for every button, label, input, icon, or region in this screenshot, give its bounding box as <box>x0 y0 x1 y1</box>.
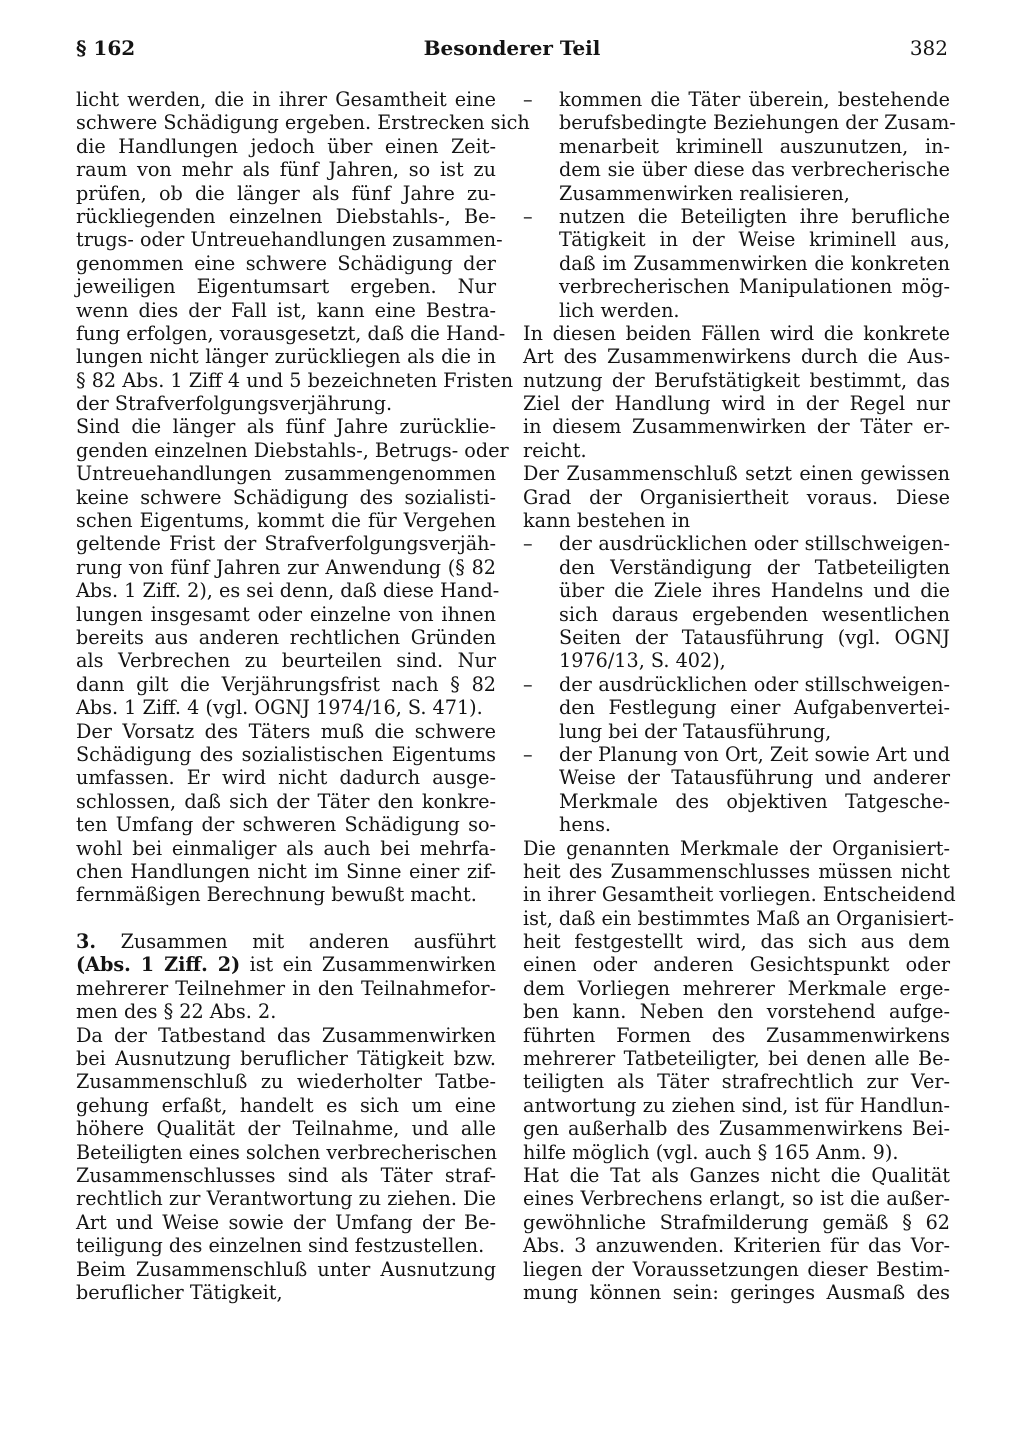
line-text: heit festgestellt wird, das sich aus dem <box>523 930 950 954</box>
line-text: liegen der Voraussetzungen dieser Bestim- <box>523 1257 950 1281</box>
text-line <box>76 345 496 368</box>
text-line <box>76 1258 496 1281</box>
list-dash: – <box>523 204 533 228</box>
line-text: Schädigung des sozialistischen Eigentums <box>76 742 496 766</box>
line-text: führten Formen des Zusammenwirkens <box>523 1023 950 1047</box>
text-line <box>76 930 496 953</box>
line-text: genden einzelnen Diebstahls-, Betrugs- oder <box>76 438 509 462</box>
text-line <box>76 1234 496 1257</box>
line-text: den Festlegung einer Aufgabenvertei- <box>559 696 950 720</box>
section-number: § 162 <box>76 36 136 60</box>
text-line <box>523 790 950 813</box>
text-line <box>76 1164 496 1187</box>
line-text: reicht. <box>523 438 587 462</box>
text-line <box>76 415 496 438</box>
line-text: ten Umfang der schweren Schädigung so- <box>76 813 496 837</box>
text-line <box>76 1024 496 1047</box>
line-text: Abs. 1 Ziff. 4 (vgl. OGNJ 1974/16, S. 471). <box>76 696 483 720</box>
line-text: Ziel der Handlung wird in der Regel nur <box>523 392 950 416</box>
line-text: § 82 Abs. 1 Ziff 4 und 5 bezeichneten Fristen <box>76 368 514 392</box>
text-line <box>76 182 496 205</box>
line-text: wohl bei einmaliger als auch bei mehrfa- <box>76 836 496 860</box>
line-text: Der Zusammenschluß setzt einen gewissen <box>523 462 950 486</box>
line-text: Abs. 1 Ziff. 2), es sei denn, daß diese Hand- <box>76 579 500 603</box>
text-line <box>76 1211 496 1234</box>
line-text: kann bestehen in <box>523 509 691 533</box>
text-line <box>76 790 496 813</box>
line-text: kommen die Täter überein, bestehende <box>559 88 950 111</box>
text-line <box>76 673 496 696</box>
line-text: nutzen die Beteiligten ihre berufliche <box>559 204 950 228</box>
text-line <box>523 1164 950 1187</box>
text-line <box>76 275 496 298</box>
text-line <box>76 603 496 626</box>
text-line <box>76 720 496 743</box>
text-line <box>76 462 496 485</box>
line-text: fernmäßigen Berechnung bewußt macht. <box>76 883 477 907</box>
text-line <box>523 813 950 836</box>
list-dash: – <box>523 742 533 766</box>
text-line <box>76 486 496 509</box>
text-line <box>523 462 950 485</box>
line-text: 1976/13, S. 402), <box>559 649 726 673</box>
text-line <box>523 860 950 883</box>
text-line <box>523 439 950 462</box>
line-text: teiligten als Täter strafrechtlich zur Ver- <box>523 1070 950 1094</box>
text-line <box>523 182 950 205</box>
text-line <box>523 369 950 392</box>
left-text-column <box>76 88 530 1304</box>
text-line <box>523 883 956 907</box>
text-line <box>523 205 950 228</box>
list-dash: – <box>523 532 533 556</box>
line-text: lungen insgesamt oder einzelne von ihnen <box>76 602 496 626</box>
line-text: einen oder anderen Gesichtspunkt oder <box>523 953 950 977</box>
line-text: chen Handlungen nicht im Sinne einer zif- <box>76 859 496 883</box>
line-text: bereits aus anderen rechtlichen Gründen <box>76 625 496 649</box>
text-line <box>76 743 496 766</box>
line-text: schlossen, daß sich der Täter den konkre- <box>76 789 496 813</box>
line-text: gen außerhalb des Zusammenwirkens Bei- <box>523 1117 950 1141</box>
line-text: eines Verbrechens erlangt, so ist die außer- <box>523 1187 950 1211</box>
text-line <box>523 532 950 555</box>
text-line <box>76 135 496 158</box>
text-line <box>523 1024 950 1047</box>
text-line <box>76 1000 496 1023</box>
text-line <box>76 368 514 392</box>
text-line <box>523 977 950 1000</box>
line-text: rechtlich zur Verantwortung zu ziehen. Die <box>76 1187 496 1211</box>
text-line <box>76 766 496 789</box>
line-text: der ausdrücklichen oder stillschweigen- <box>559 672 950 696</box>
line-text: heit des Zusammenschlusses müssen nicht <box>523 859 950 883</box>
text-line <box>523 228 950 251</box>
text-line <box>76 579 500 603</box>
text-line <box>523 720 950 743</box>
text-line <box>76 883 496 906</box>
line-text: licht werden, die in ihrer Gesamtheit eine <box>76 88 496 111</box>
line-text: lungen nicht länger zurückliegen als die in <box>76 345 496 369</box>
text-line <box>523 1281 950 1304</box>
line-text: berufsbedingte Beziehungen der Zusam- <box>559 111 956 135</box>
page-number: 382 <box>909 36 948 60</box>
text-line <box>76 813 496 836</box>
text-line <box>76 1094 496 1117</box>
line-text: der ausdrücklichen oder stillschweigen- <box>559 532 950 556</box>
line-text: in ihrer Gesamtheit vorliegen. Entscheidend <box>523 883 956 907</box>
text-line <box>523 696 950 719</box>
text-line <box>523 1070 950 1093</box>
line-text: bei Ausnutzung beruflicher Tätigkeit bzw. <box>76 1047 496 1071</box>
line-text: geltende Frist der Strafverfolgungsverjäh- <box>76 532 496 556</box>
line-text: ben kann. Neben den vorstehend aufge- <box>523 1000 950 1024</box>
line-text: Zusammenschlusses sind als Täter straf- <box>76 1163 496 1187</box>
line-text: men des § 22 Abs. 2. <box>76 1000 277 1024</box>
text-line <box>76 111 530 135</box>
line-text: Art und Weise sowie der Umfang der Be- <box>76 1210 496 1234</box>
line-text: Beim Zusammenschluß unter Ausnutzung <box>76 1257 496 1281</box>
text-line <box>76 1141 496 1164</box>
line-text: verbrecherischen Manipulationen mög- <box>559 275 950 299</box>
text-line <box>76 1281 496 1304</box>
line-text: rung von fünf Jahren zur Anwendung (§ 82 <box>76 555 496 579</box>
text-line <box>76 532 496 555</box>
text-line <box>523 392 950 415</box>
text-line <box>523 275 950 298</box>
text-line <box>523 299 950 322</box>
paragraph-gap <box>76 907 496 930</box>
line-text: In diesen beiden Fällen wird die konkrete <box>523 321 950 345</box>
text-line <box>523 1094 950 1117</box>
line-text: lich werden. <box>559 298 680 322</box>
text-line <box>76 1070 496 1093</box>
line-text: ist, daß ein bestimmtes Maß an Organisiert- <box>523 906 954 930</box>
text-line <box>76 1187 496 1210</box>
line-text: keine schwere Schädigung des sozialisti- <box>76 485 496 509</box>
line-text: Tätigkeit in der Weise kriminell aus, <box>559 228 950 252</box>
line-text: Seiten der Tatausführung (vgl. OGNJ <box>559 625 950 649</box>
line-text: Der Vorsatz des Täters muß die schwere <box>76 719 496 743</box>
text-line <box>523 603 950 626</box>
line-text: schen Eigentums, kommt die für Vergehen <box>76 509 496 533</box>
text-line <box>523 1141 950 1164</box>
line-text: Zusammenschluß zu wiederholter Tatbe- <box>76 1070 496 1094</box>
line-text: fung erfolgen, vorausgesetzt, daß die Hand- <box>76 321 506 345</box>
line-text: wenn dies der Fall ist, kann eine Bestra- <box>76 298 496 322</box>
text-line <box>523 415 950 438</box>
text-line <box>523 1117 950 1140</box>
text-line <box>76 626 496 649</box>
text-line <box>523 556 950 579</box>
text-line <box>523 953 950 976</box>
text-line <box>76 321 506 345</box>
line-text: beruflicher Tätigkeit, <box>76 1280 283 1304</box>
text-line <box>76 205 496 228</box>
text-line <box>523 158 950 181</box>
line-text: menarbeit kriminell auszunutzen, in- <box>559 134 950 158</box>
text-line <box>523 322 950 345</box>
list-dash: – <box>523 88 533 111</box>
text-line <box>523 486 950 509</box>
text-line <box>523 345 950 368</box>
line-text: (Abs. 1 Ziff. 2) ist ein Zusammenwirken <box>76 953 496 977</box>
text-line <box>523 509 950 532</box>
line-text: Da der Tatbestand das Zusammenwirken <box>76 1023 496 1047</box>
part-title: Besonderer Teil <box>423 36 601 60</box>
text-line <box>523 1187 950 1210</box>
text-line <box>76 696 496 719</box>
line-text: nutzung der Berufstätigkeit bestimmt, das <box>523 368 950 392</box>
text-line <box>76 556 496 579</box>
line-text: der Strafverfolgungsverjährung. <box>76 392 393 416</box>
text-line <box>523 135 950 158</box>
text-line <box>523 1000 950 1023</box>
line-text: Die genannten Merkmale der Organisiert- <box>523 836 950 860</box>
line-text: raum von mehr als fünf Jahren, so ist zu <box>76 158 496 182</box>
line-text: teiligung des einzelnen sind festzustellen. <box>76 1234 485 1258</box>
text-line <box>76 438 509 462</box>
text-line <box>523 1234 950 1257</box>
line-text: den Verständigung der Tatbeteiligten <box>559 555 950 579</box>
line-text: mehrerer Tatbeteiligter, bei denen alle Be- <box>523 1047 950 1071</box>
line-text: hens. <box>559 813 612 837</box>
text-line <box>76 837 496 860</box>
line-text: Grad der Organisiertheit voraus. Diese <box>523 485 950 509</box>
text-line <box>523 649 950 672</box>
text-line <box>523 673 950 696</box>
line-text: die Handlungen jedoch über einen Zeit- <box>76 134 496 158</box>
text-line <box>76 299 496 322</box>
line-text: jeweiligen Eigentumsart ergeben. Nur <box>76 275 496 299</box>
text-line <box>523 1258 950 1281</box>
text-line <box>523 1047 950 1070</box>
line-text: dann gilt die Verjährungsfrist nach § 82 <box>76 672 496 696</box>
line-text: Sind die länger als fünf Jahre zurücklie- <box>76 415 496 439</box>
text-line <box>76 1047 496 1070</box>
text-line <box>523 743 950 766</box>
text-line <box>523 906 954 930</box>
line-text: 3. Zusammen mit anderen ausführt <box>76 930 496 954</box>
text-line <box>523 252 950 275</box>
line-text: über die Ziele ihres Handelns und die <box>559 579 950 603</box>
line-text: lung bei der Tatausführung, <box>559 719 832 743</box>
line-text: mung können sein: geringes Ausmaß des <box>523 1280 950 1304</box>
line-text: daß im Zusammenwirken die konkreten <box>559 251 950 275</box>
line-text: dem sie über diese das verbrecherische <box>559 158 950 182</box>
text-line <box>76 252 496 275</box>
line-text: Zusammenwirken realisieren, <box>559 181 850 205</box>
line-text: als Verbrechen zu beurteilen sind. Nur <box>76 649 496 673</box>
text-line <box>76 158 496 181</box>
line-text: antwortung zu ziehen sind, ist für Handlun- <box>523 1093 950 1117</box>
right-text-column <box>523 88 956 1304</box>
text-line <box>523 88 950 111</box>
text-line <box>76 977 496 1000</box>
line-text: rückliegenden einzelnen Diebstahls-, Be- <box>76 204 496 228</box>
line-text: dem Vorliegen mehrerer Merkmale erge- <box>523 976 950 1000</box>
text-line <box>76 509 496 532</box>
line-text: schwere Schädigung ergeben. Erstrecken sich <box>76 111 530 135</box>
line-text: gewöhnliche Strafmilderung gemäß § 62 <box>523 1210 950 1234</box>
line-text: gehung erfaßt, handelt es sich um eine <box>76 1093 496 1117</box>
line-text: höhere Qualität der Teilnahme, und alle <box>76 1117 496 1141</box>
line-text: Hat die Tat als Ganzes nicht die Qualität <box>523 1163 950 1187</box>
text-line <box>523 930 950 953</box>
line-text: prüfen, ob die länger als fünf Jahre zu- <box>76 181 496 205</box>
text-line <box>76 953 496 976</box>
line-text: Abs. 3 anzuwenden. Kriterien für das Vor- <box>523 1234 950 1258</box>
text-line <box>76 860 496 883</box>
line-text: genommen eine schwere Schädigung der <box>76 251 496 275</box>
text-line <box>76 649 496 672</box>
page-header <box>76 36 948 72</box>
line-text: der Planung von Ort, Zeit sowie Art und <box>559 742 950 766</box>
line-text: in diesem Zusammenwirken der Täter er- <box>523 415 950 439</box>
text-line <box>76 392 496 415</box>
text-line <box>523 766 950 789</box>
line-text: Weise der Tatausführung und anderer <box>559 766 950 790</box>
line-text: umfassen. Er wird nicht dadurch ausge- <box>76 766 496 790</box>
text-line <box>523 626 950 649</box>
line-text: trugs- oder Untreuehandlungen zusammen- <box>76 228 503 252</box>
text-line <box>523 1211 950 1234</box>
line-text: hilfe möglich (vgl. auch § 165 Anm. 9). <box>523 1140 899 1164</box>
text-line <box>76 228 503 252</box>
line-text: Art des Zusammenwirkens durch die Aus- <box>523 345 950 369</box>
text-line <box>523 837 950 860</box>
line-text: Beteiligten eines solchen verbrecherischen <box>76 1140 497 1164</box>
line-text: Untreuehandlungen zusammengenommen <box>76 462 496 486</box>
line-text: sich daraus ergebenden wesentlichen <box>559 602 950 626</box>
text-line <box>76 1117 496 1140</box>
line-text: Merkmale des objektiven Tatgesche- <box>559 789 950 813</box>
list-dash: – <box>523 672 533 696</box>
text-line <box>523 111 956 135</box>
text-line <box>76 88 496 111</box>
line-text: mehrerer Teilnehmer in den Teilnahmefor- <box>76 976 496 1000</box>
text-line <box>523 579 950 602</box>
